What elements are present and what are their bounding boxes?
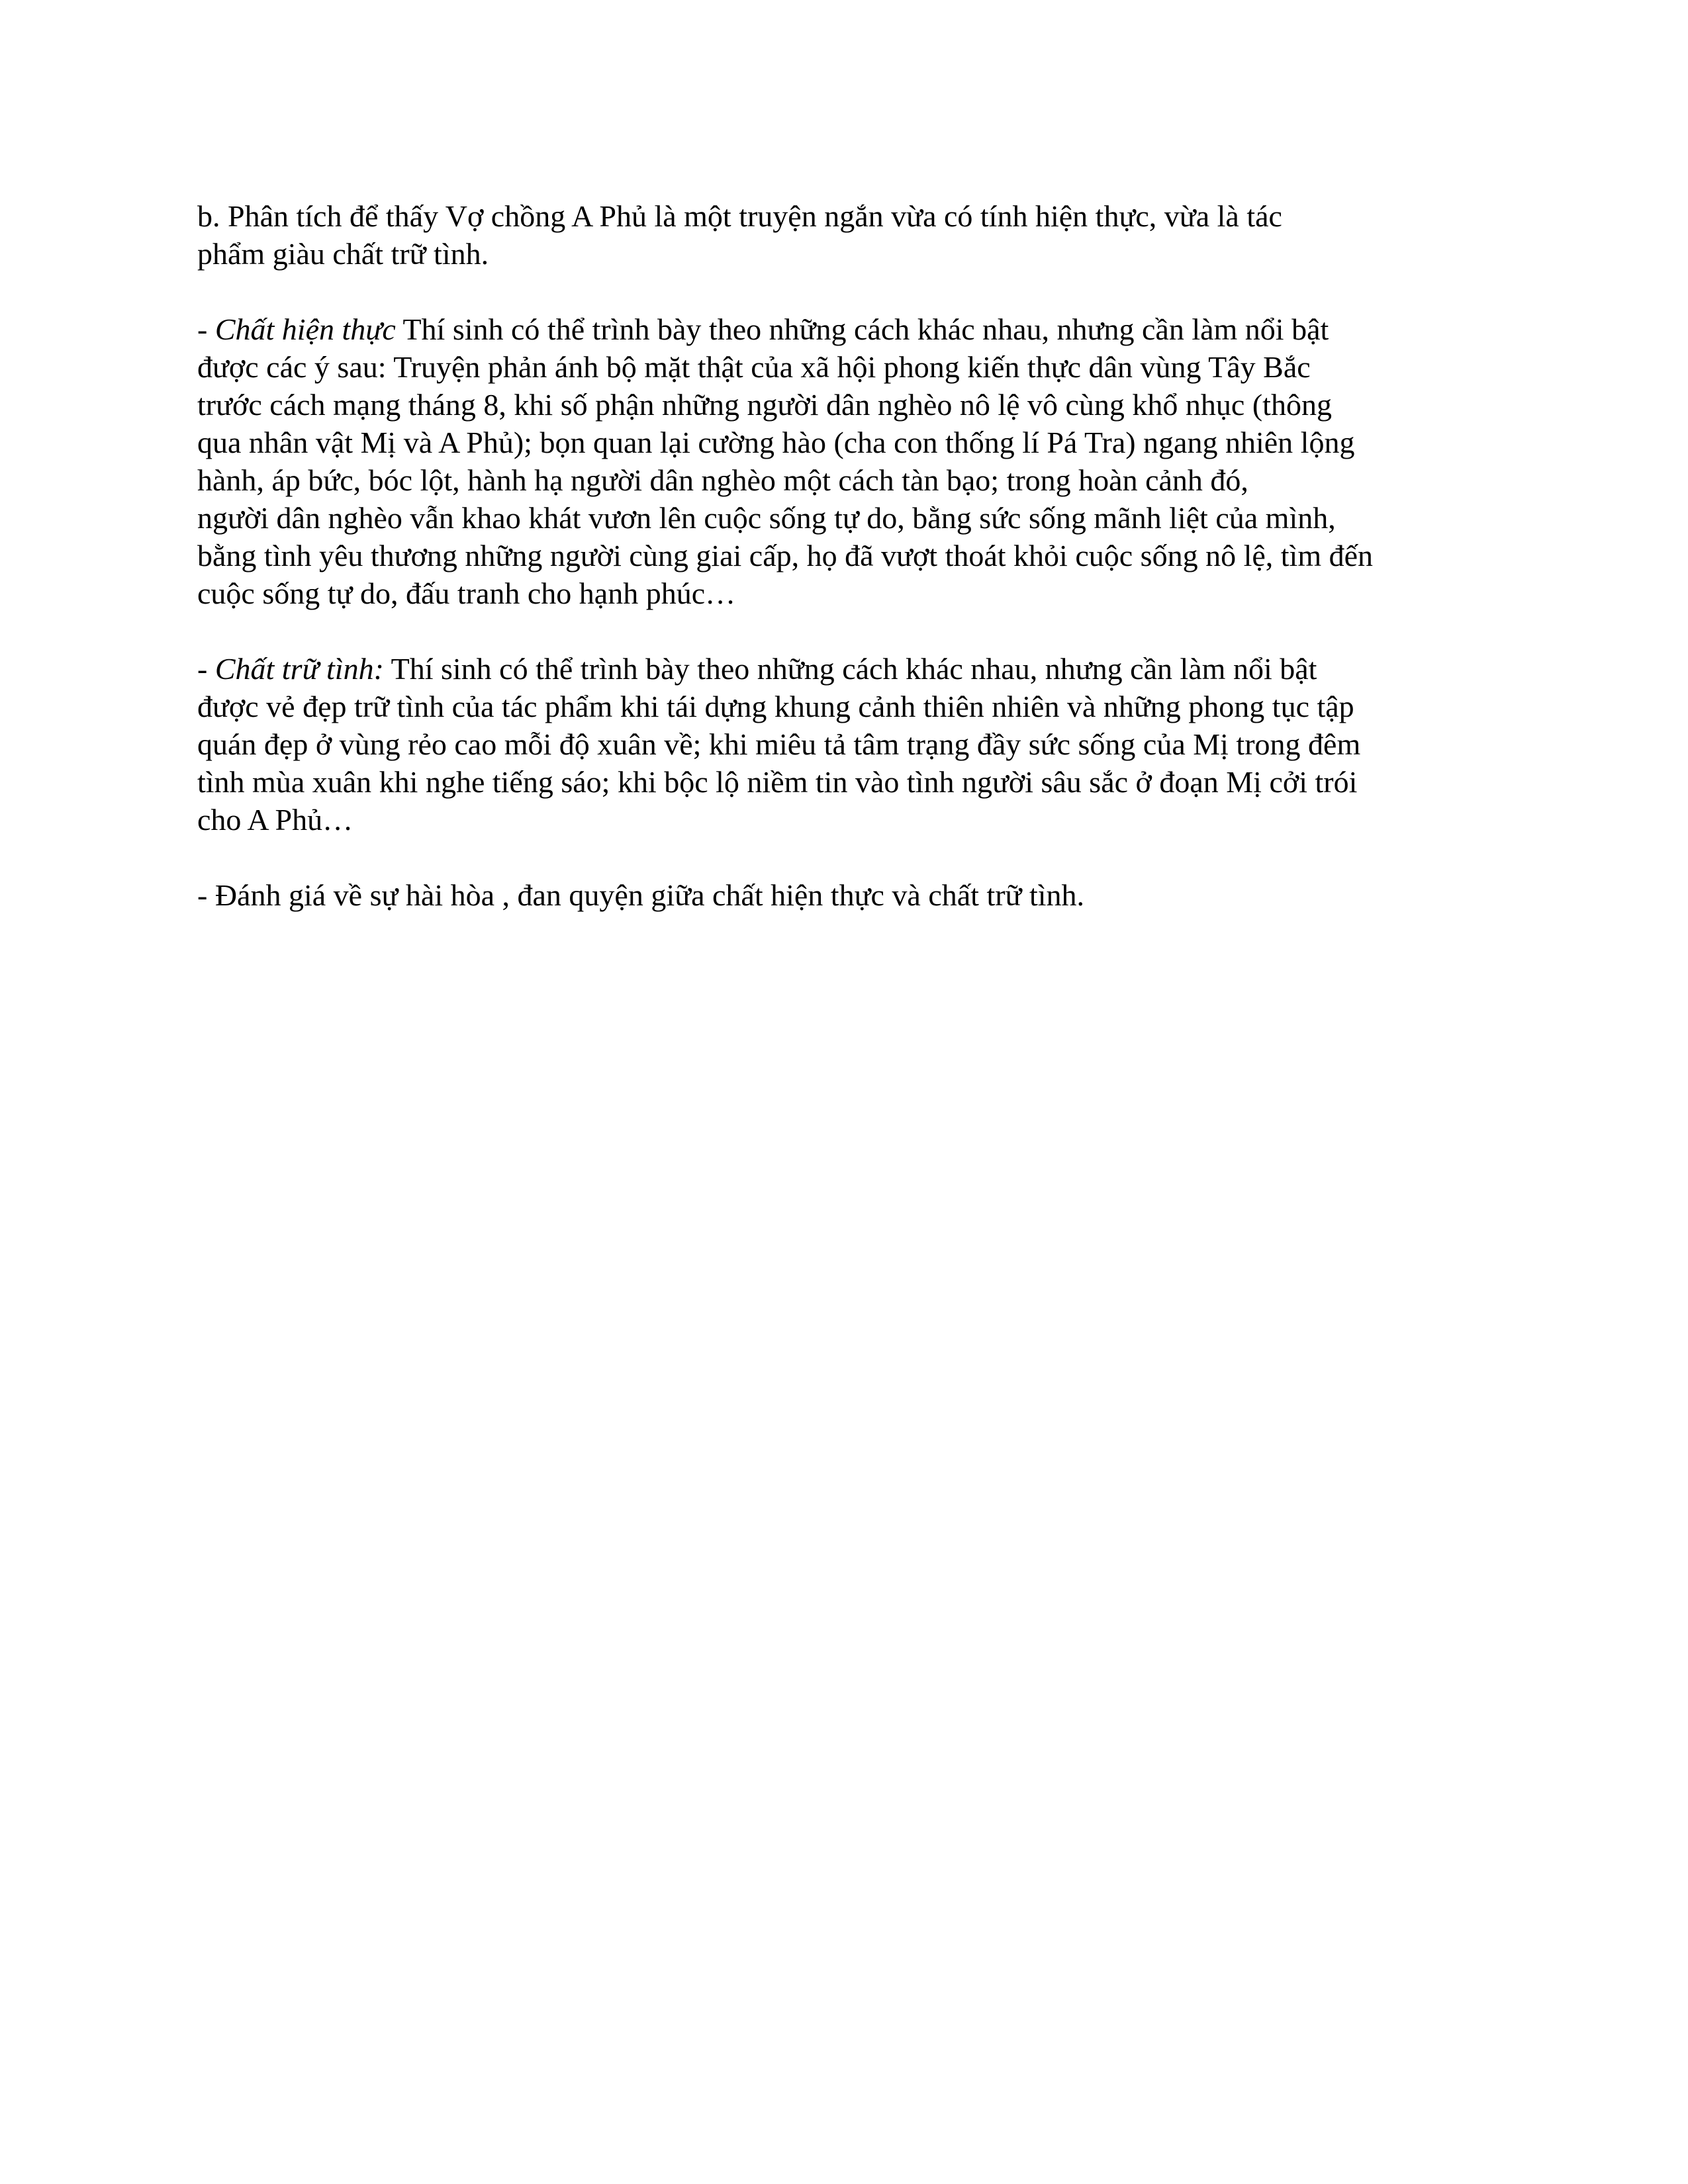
intro-line: phẩm giàu chất trữ tình. [197, 237, 489, 271]
evaluation-line: - Đánh giá về sự hài hòa , đan quyện giữa chất hiện thực và chất trữ tình. [197, 878, 1085, 912]
realism-heading: Chất hiện thực [214, 312, 396, 346]
lyricism-line: tình mùa xuân khi nghe tiếng sáo; khi bộc lộ niềm tin vào tình người sâu sắc ở đoạn Mị cởi trói [197, 765, 1358, 799]
lyricism-line: được vẻ đẹp trữ tình của tác phẩm khi tái dựng khung cảnh thiên nhiên và những phong tục tập [197, 690, 1354, 723]
bullet-dash: - [197, 652, 215, 686]
realism-paragraph [197, 310, 1495, 612]
lyricism-first-line-text: Thí sinh có thể trình bày theo những cách khác nhau, nhưng cần làm nổi bật [383, 652, 1317, 686]
lyricism-line: quán đẹp ở vùng rẻo cao mỗi độ xuân về; khi miêu tả tâm trạng đầy sức sống của Mị trong đêm [197, 727, 1361, 761]
realism-line: được các ý sau: Truyện phản ánh bộ mặt thật của xã hội phong kiến thực dân vùng Tây Bắc [197, 350, 1311, 384]
intro-paragraph [197, 197, 1495, 273]
lyricism-line: cho A Phủ… [197, 803, 353, 837]
evaluation-paragraph [197, 876, 1495, 914]
realism-line: cuộc sống tự do, đấu tranh cho hạnh phúc… [197, 576, 736, 610]
realism-line: trước cách mạng tháng 8, khi số phận những người dân nghèo nô lệ vô cùng khổ nhục (thông [197, 388, 1332, 422]
realism-line: hành, áp bức, bóc lột, hành hạ người dân nghèo một cách tàn bạo; trong hoàn cảnh đó, [197, 463, 1248, 497]
document-body [197, 197, 1495, 914]
lyricism-heading: Chất trữ tình: [214, 652, 384, 686]
bullet-dash: - [197, 312, 215, 346]
realism-line: bằng tình yêu thương những người cùng giai cấp, họ đã vượt thoát khỏi cuộc sống nô lệ, tìm đến [197, 539, 1374, 572]
realism-first-line-text: Thí sinh có thể trình bày theo những cách khác nhau, nhưng cần làm nổi bật [395, 312, 1329, 346]
realism-line: người dân nghèo vẫn khao khát vươn lên cuộc sống tự do, bằng sức sống mãnh liệt của mình, [197, 501, 1336, 535]
realism-first-line [197, 310, 1495, 348]
lyricism-first-line [197, 650, 1495, 688]
intro-line: b. Phân tích để thấy Vợ chồng A Phủ là một truyện ngắn vừa có tính hiện thực, vừa là tác [197, 199, 1282, 233]
lyricism-paragraph [197, 650, 1495, 839]
realism-line: qua nhân vật Mị và A Phủ); bọn quan lại cường hào (cha con thống lí Pá Tra) ngang nhiên lộng [197, 426, 1355, 459]
